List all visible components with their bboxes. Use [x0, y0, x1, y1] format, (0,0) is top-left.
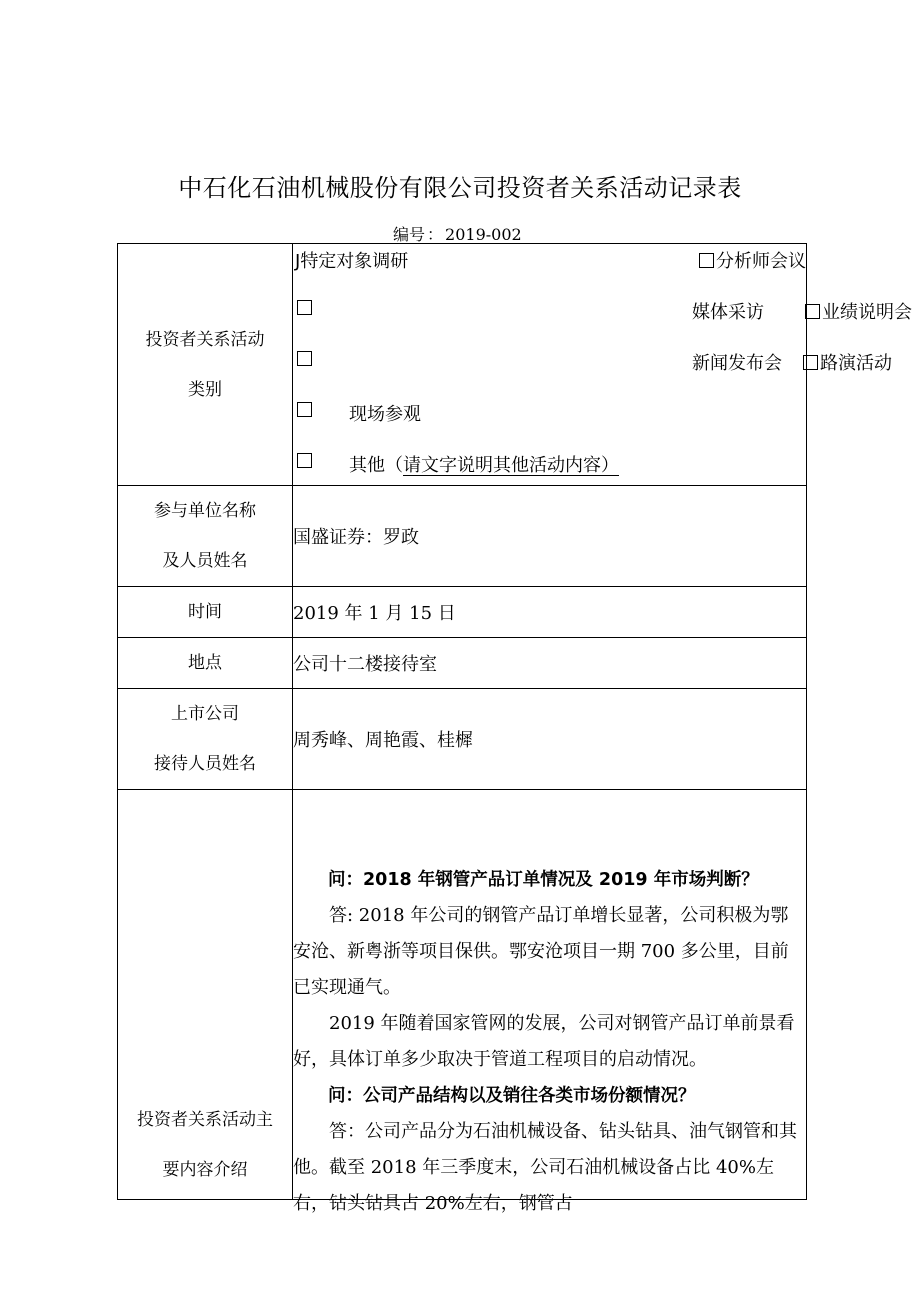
time-value: 2019 年 1 月 15 日: [293, 587, 807, 638]
label-time: 时间: [118, 587, 293, 638]
label-participants: [118, 486, 293, 587]
checked-mark-icon: J: [295, 250, 301, 272]
question-paragraph: 问：公司产品结构以及销往各类市场份额情况？: [328, 1086, 696, 1106]
document-number: [393, 222, 522, 245]
option-roadshow-label: 路演活动: [820, 352, 892, 374]
option-other-description: 请文字说明其他活动内容）: [403, 454, 619, 476]
checkbox-icon: [803, 355, 818, 370]
row-location: [118, 638, 807, 689]
label-main-content-line1: 投资者关系活动主: [137, 1110, 273, 1130]
activity-type-options: [293, 244, 912, 486]
option-media-interview-label: 媒体采访: [692, 301, 764, 323]
answer-paragraph: 答：公司产品分为石油机械设备、钻头钻具、油气钢管和其他。截至 2018 年三季度末，公司石油机械设备占比 40%左右，钻头钻具占 20%左右，钢管占: [293, 1121, 797, 1214]
label-receptionists-line2: 接待人员姓名: [154, 754, 256, 774]
option-specific-research-label: 特定对象调研: [300, 250, 409, 272]
checkbox-media-interview[interactable]: [297, 298, 314, 319]
row-receptionists: [118, 689, 807, 790]
document-number-value: 2019-002: [445, 225, 522, 244]
checkbox-site-visit[interactable]: [297, 400, 314, 421]
label-activity-type: [118, 244, 293, 486]
label-receptionists-line1: 上市公司: [171, 704, 239, 724]
row-activity-type: [118, 244, 807, 486]
record-table: [117, 243, 912, 1214]
checkbox-other[interactable]: [297, 451, 314, 472]
question-paragraph: 问：2018 年钢管产品订单情况及 2019 年市场判断？: [328, 870, 759, 890]
checkbox-icon: [297, 300, 312, 315]
option-analyst-meeting[interactable]: [699, 247, 806, 273]
document-number-separator: ：: [427, 225, 444, 244]
checkbox-icon: [805, 304, 820, 319]
participants-value: 国盛证券：罗政: [293, 486, 807, 587]
option-other: [349, 451, 619, 477]
receptionists-value: 周秀峰、周艳霞、桂樨: [293, 689, 807, 790]
main-content-body: [293, 790, 807, 1214]
checkbox-press-conference[interactable]: [297, 349, 314, 370]
label-main-content: [118, 790, 293, 1200]
checkbox-icon: [297, 402, 312, 417]
option-earnings-briefing[interactable]: [805, 298, 912, 324]
row-main-content: [118, 790, 807, 1200]
option-specific-research[interactable]: [295, 247, 408, 273]
option-other-prefix: 其他（: [349, 454, 403, 476]
option-analyst-meeting-label: 分析师会议: [716, 250, 806, 272]
label-receptionists: [118, 689, 293, 790]
row-time: [118, 587, 807, 638]
location-value: 公司十二楼接待室: [293, 638, 807, 689]
label-main-content-line2: 要内容介绍: [162, 1160, 248, 1180]
option-press-conference-label: 新闻发布会: [692, 352, 782, 374]
option-site-visit-label: 现场参观: [349, 403, 421, 425]
document-number-label: 编号: [393, 225, 426, 244]
checkbox-icon: [297, 453, 312, 468]
document-title: 中石化石油机械股份有限公司投资者关系活动记录表: [178, 174, 742, 202]
answer-paragraph: 答: 2018 年公司的钢管产品订单增长显著，公司积极为鄂安沧、新粤浙等项目保供。鄂安沧项目一期 700 多公里，目前已实现通气。: [293, 905, 789, 998]
row-participants: [118, 486, 807, 587]
label-activity-type-line2: 类别: [188, 379, 222, 400]
checkbox-icon: [699, 253, 714, 268]
label-activity-type-line1: 投资者关系活动: [145, 329, 265, 350]
checkbox-icon: [297, 351, 312, 366]
option-earnings-briefing-label: 业绩说明会: [822, 301, 912, 323]
answer-paragraph: 2019 年随着国家管网的发展，公司对钢管产品订单前景看好，具体订单多少取决于管道工程项目的启动情况。: [293, 1013, 795, 1070]
option-roadshow[interactable]: [803, 349, 892, 375]
label-participants-line2: 及人员姓名: [162, 551, 248, 571]
label-location: 地点: [118, 638, 293, 689]
label-participants-line1: 参与单位名称: [154, 501, 256, 521]
